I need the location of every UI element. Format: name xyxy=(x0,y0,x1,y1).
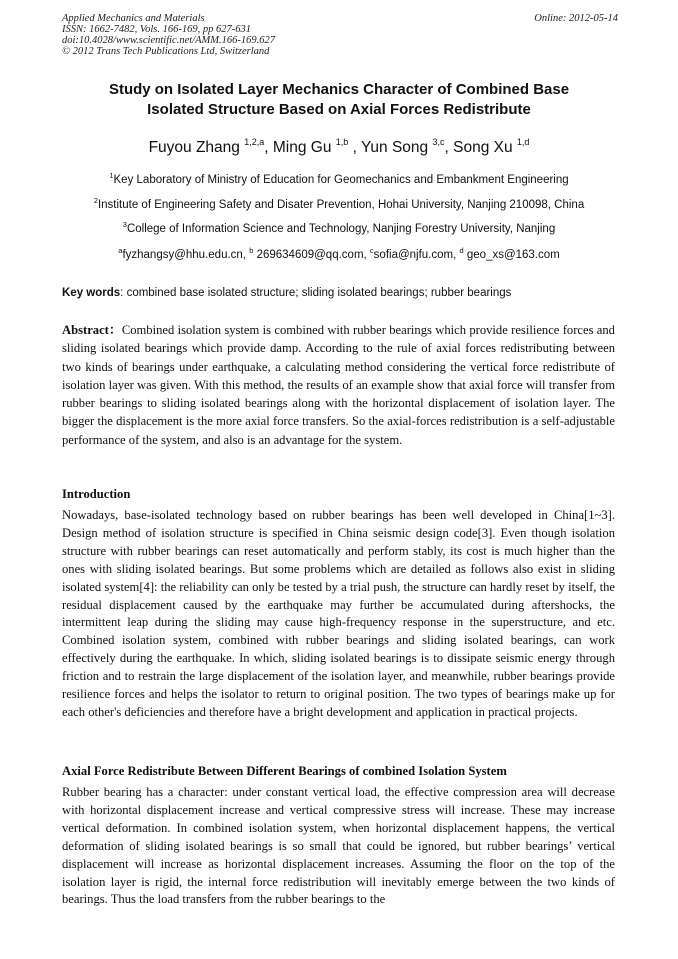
author-affiliation-marker: 1,2,a xyxy=(244,137,265,147)
email-address: sofia@njfu.com, xyxy=(373,249,457,261)
affiliation-text: Key Laboratory of Ministry of Education for Geomechanics and Embankment Engineering xyxy=(113,174,569,186)
journal-name: Applied Mechanics and Materials xyxy=(62,13,205,24)
section-heading-introduction: Introduction xyxy=(62,487,131,501)
author-separator: , xyxy=(348,139,361,156)
email-address: 269634609@qq.com, xyxy=(253,249,367,261)
keywords-text: combined base isolated structure; sliding isolated bearings; rubber bearings xyxy=(126,287,512,299)
affiliation-text: Institute of Engineering Safety and Disater Prevention, Hohai University, Nanjing 210098, China xyxy=(97,199,585,211)
title-line-1: Study on Isolated Layer Mechanics Character of Combined Base xyxy=(108,81,570,98)
affiliation-3 xyxy=(40,222,638,237)
email-address: fyzhangsy@hhu.edu.cn, xyxy=(122,249,246,261)
title-line-2: Isolated Structure Based on Axial Forces Redistribute xyxy=(147,101,531,118)
email-marker: c xyxy=(369,246,374,255)
author-name: Ming Gu xyxy=(272,139,332,156)
keywords-line xyxy=(62,286,618,301)
online-date: Online: 2012-05-14 xyxy=(534,13,618,24)
author-name: Yun Song xyxy=(360,139,429,156)
email-marker: a xyxy=(118,246,123,255)
email-marker: b xyxy=(249,246,254,255)
keywords-separator: : xyxy=(120,287,127,299)
affiliation-marker: 3 xyxy=(122,220,127,229)
affiliation-text: College of Information Science and Technology, Nanjing Forestry University, Nanjing xyxy=(126,223,556,235)
affiliation-1 xyxy=(40,173,638,188)
abstract-paragraph xyxy=(62,321,615,449)
author-list xyxy=(62,138,616,158)
author-separator: , xyxy=(444,139,454,156)
axial-force-paragraph: Rubber bearing has a character: under constant vertical load, the effective compression area will decrease with horizontal displacement increase and vertical compressive stress will increase. These may increase vertical deformation. In combined isolation system, when horizontal displacement happens, the vertical deformation of sliding isolated bearings is so small that could be ignored, but rubber bearings’ vertical displacement will increase as horizontal displacement increases. Assuming the floor on the top of the isolation layer is rigid, the internal force redistribution will inevitably emerge between the two kinds of bearings. Thus the load transfers from the rubber bearings to the xyxy=(62,785,615,907)
introduction-paragraph: Nowadays, base-isolated technology based on rubber bearings has been well developed in China[1~3]. Design method of isolation structure is specified in China seismic design code[3]. Even though isolation structure with rubber bearings can reset automatically and perform stably, its cost is much higher than the ones with sliding isolated bearings. But some problems which are detailed as follows also exist in sliding isolated system[4]: the reliability can only be tested by a trial push, the structure can hardly reset by itself, the residual displacement caused by the earthquake may further be accumulated during aftershocks, the intermittent leap during the sliding may cause high-frequency response in the superstructure, and etc. Combined isolation system, combined with rubber bearings and sliding isolated bearings, can work effectively during the earthquake. In which, sliding isolated bearings is to dissipate seismic energy through friction and to restrain the large displacement of the isolation layer, and meanwhile, rubber bearings provide resilience forces and helps the isolator to return to original position. The two types of bearings make up for each other's deficiencies and therefore have a bright development and application in practical projects. xyxy=(62,508,615,719)
author-affiliation-marker: 1,b xyxy=(335,137,349,147)
author-name: Song Xu xyxy=(453,139,513,156)
email-address: geo_xs@163.com xyxy=(463,249,560,261)
email-marker: d xyxy=(459,246,464,255)
author-name: Fuyou Zhang xyxy=(148,139,240,156)
author-affiliation-marker: 3,c xyxy=(432,137,445,147)
publication-header xyxy=(62,13,618,57)
abstract-text: Combined isolation system is combined with rubber bearings which provide resilience forces and sliding isolated bearings which provide damp. According to the rule of axial forces redistributing between two kinds of bearings under earthquake, a calculating method considering the vertical force redistribute of isolation layer was given. With this method, the results of an example show that axial force will transfer from rubber bearings to sliding isolated bearings along with the horizontal displacement of isolation layer. The bigger the displacement is the more axial force transfers. So the axial-forces redistribution is a self-adjustable performance of the system, and also is an advantage for the system. xyxy=(62,323,615,447)
affiliation-marker: 1 xyxy=(109,171,114,180)
abstract-label: Abstract： xyxy=(62,323,122,337)
paper-title xyxy=(62,80,616,120)
affiliation-2 xyxy=(40,198,638,213)
email-line xyxy=(40,248,638,263)
affiliation-marker: 2 xyxy=(93,196,98,205)
section-heading-axial-force: Axial Force Redistribute Between Different Bearings of combined Isolation System xyxy=(62,764,507,778)
issn-line: ISSN: 1662-7482, Vols. 166-169, pp 627-631 xyxy=(62,24,251,35)
keywords-label: Key words xyxy=(62,287,121,299)
author-separator: , xyxy=(264,139,273,156)
doi-line: doi:10.4028/www.scientific.net/AMM.166-169.627 xyxy=(62,35,275,46)
author-affiliation-marker: 1,d xyxy=(516,137,530,147)
copyright-line: © 2012 Trans Tech Publications Ltd, Switzerland xyxy=(62,46,270,57)
